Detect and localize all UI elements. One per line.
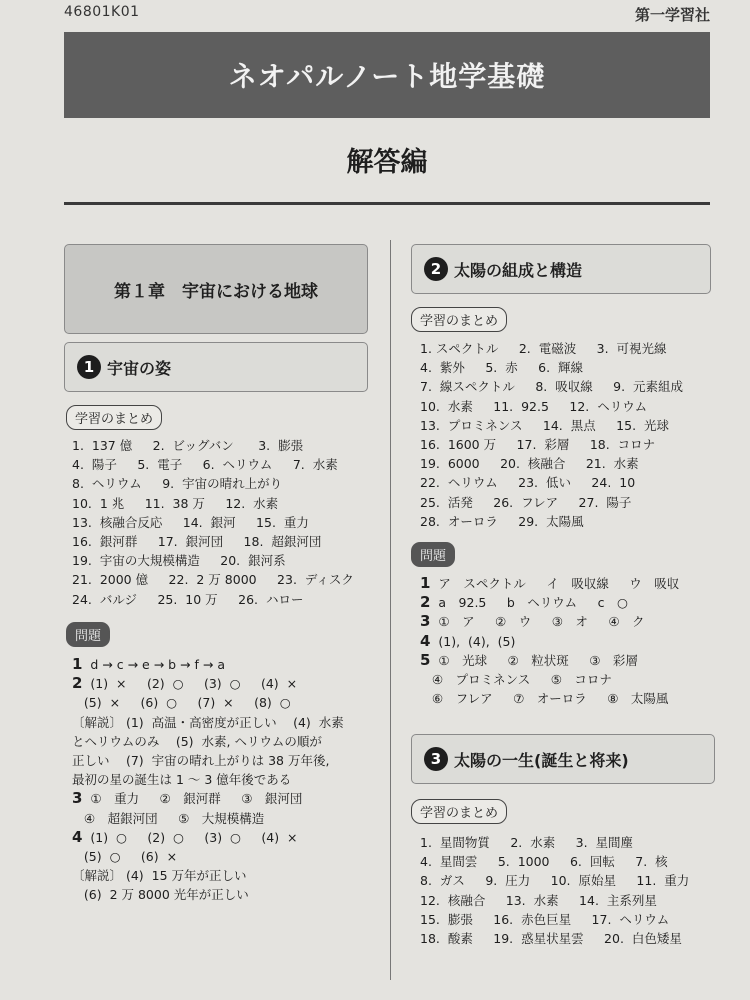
book-title-bar xyxy=(64,32,710,118)
answer-line: 12. 核融合 13. 水素 14. 主系列星 xyxy=(420,892,657,908)
problem-line xyxy=(420,612,679,631)
answer-line: 4. 星間雲 5. 1000 6. 回転 7. 核 xyxy=(420,854,668,870)
problem-answer-text: ④ 超銀河団 ⑤ 大規模構造 xyxy=(72,810,265,826)
section-number-1: 1 xyxy=(77,355,101,379)
answer-line: 10. 水素 11. 92.5 12. ヘリウム xyxy=(420,398,648,414)
problem-answers-2 xyxy=(420,574,679,708)
section-number-2: 2 xyxy=(424,257,448,281)
answer-line: 7. 線スペクトル 8. 吸収線 9. 元素組成 xyxy=(420,379,684,395)
problem-answer-text: (5) × (6) ○ (7) × (8) ○ xyxy=(72,695,291,711)
problem-answer-text: (6) 2 万 8000 光年が正しい xyxy=(72,887,249,903)
book-title: ネオパルノート地学基礎 xyxy=(228,60,546,93)
problem-answer-text: ① 重力 ② 銀河群 ③ 銀河団 xyxy=(82,791,303,807)
problem-answer-text: a 92.5 b ヘリウム c ○ xyxy=(430,595,628,611)
answer-line: 24. バルジ 25. 10 万 26. ハロー xyxy=(72,591,304,607)
problem-answer-text: (1) ○ (2) ○ (3) ○ (4) × xyxy=(82,829,298,845)
answer-line: 25. 活発 26. フレア 27. 陽子 xyxy=(420,494,632,510)
problem-line xyxy=(72,809,344,828)
title-rule xyxy=(64,202,710,205)
answer-line: 13. 核融合反応 14. 銀河 15. 重力 xyxy=(72,514,309,530)
problem-line xyxy=(420,632,679,651)
summary-badge-3: 学習のまとめ xyxy=(411,799,507,824)
problem-answer-text: ① ア ② ウ ③ オ ④ ク xyxy=(430,614,645,630)
chapter-title: 第１章 宇宙における地球 xyxy=(114,281,318,302)
section-heading-3 xyxy=(411,734,715,784)
problem-answer-text: d → c → e → b → f → a xyxy=(82,657,225,672)
section-heading-1 xyxy=(64,342,368,392)
answer-line: 4. 紫外 5. 赤 6. 輝線 xyxy=(420,360,584,376)
answer-line: 19. 6000 20. 核融合 21. 水素 xyxy=(420,456,639,472)
problem-line xyxy=(72,885,344,904)
problems-badge-2: 問題 xyxy=(411,542,455,567)
problem-line xyxy=(72,693,344,712)
answer-line: 28. オーロラ 29. 太陽風 xyxy=(420,513,584,529)
problem-number: 4 xyxy=(72,827,83,846)
problem-line xyxy=(420,689,679,708)
problem-answer-text: (1), (4), (5) xyxy=(430,633,516,649)
answer-line: 10. 1 兆 11. 38 万 12. 水素 xyxy=(72,495,279,511)
summary-answers-3 xyxy=(420,833,689,948)
problem-line xyxy=(72,655,344,674)
answer-line: 21. 2000 億 22. 2 万 8000 23. ディスク xyxy=(72,572,354,588)
problem-answers-1 xyxy=(72,655,344,904)
answer-line: 1. 137 億 2. ビッグバン 3. 膨張 xyxy=(72,438,304,453)
problem-answer-text: 最初の星の誕生は 1 ～ 3 億年後である xyxy=(72,772,292,788)
section-title-2: 太陽の組成と構造 xyxy=(454,260,583,280)
problem-number: 3 xyxy=(420,612,431,631)
problem-line xyxy=(72,674,344,693)
answer-line: 22. ヘリウム 23. 低い 24. 10 xyxy=(420,475,636,491)
column-divider xyxy=(390,240,391,980)
problem-line xyxy=(420,651,679,670)
problem-line xyxy=(72,713,344,732)
summary-badge-2: 学習のまとめ xyxy=(411,307,507,332)
problem-line xyxy=(72,751,344,770)
answer-line: 1. 星間物質 2. 水素 3. 星間塵 xyxy=(420,835,634,850)
answer-line: 16. 銀河群 17. 銀河団 18. 超銀河団 xyxy=(72,533,322,549)
problem-line xyxy=(72,789,344,808)
problem-answer-text: (1) × (2) ○ (3) ○ (4) × xyxy=(82,676,298,692)
problem-answer-text: ア スペクトル イ 吸収線 ウ 吸収 xyxy=(430,576,680,591)
problems-badge-1: 問題 xyxy=(66,622,110,647)
answer-line: 8. ガス 9. 圧力 10. 原始星 11. 重力 xyxy=(420,873,690,889)
problem-number: 5 xyxy=(420,650,431,669)
problem-answer-text: ① 光球 ② 粒状斑 ③ 彩層 xyxy=(430,652,638,668)
summary-answers-1 xyxy=(72,436,354,609)
problem-line xyxy=(72,770,344,789)
section-heading-2 xyxy=(411,244,711,294)
problem-answer-text: 〔解説〕 (4) 15 万年が正しい xyxy=(72,868,247,884)
answer-line: 13. プロミネンス 14. 黒点 15. 光球 xyxy=(420,417,669,433)
problem-line xyxy=(420,593,679,612)
summary-badge-1: 学習のまとめ xyxy=(66,405,162,430)
answer-section-title: 解答編 xyxy=(346,147,428,178)
problem-answer-text: 〔解説〕 (1) 高温・高密度が正しい (4) 水素 xyxy=(72,714,344,730)
problem-line xyxy=(72,828,344,847)
answer-line: 15. 膨張 16. 赤色巨星 17. ヘリウム xyxy=(420,911,670,927)
problem-number: 1 xyxy=(72,655,83,673)
section-title-3: 太陽の一生(誕生と将来) xyxy=(454,750,629,770)
answer-line: 19. 宇宙の大規模構造 20. 銀河系 xyxy=(72,553,286,569)
problem-answer-text: 正しい (7) 宇宙の晴れ上がりは 38 万年後, xyxy=(72,752,330,768)
problem-number: 3 xyxy=(72,789,83,808)
problem-number: 4 xyxy=(420,631,431,650)
section-number-3: 3 xyxy=(424,747,448,771)
problem-number: 2 xyxy=(420,593,431,612)
problem-answer-text: とヘリウムのみ (5) 水素, ヘリウムの順が xyxy=(72,733,322,749)
problem-line xyxy=(72,866,344,885)
answer-line: 1. スペクトル 2. 電磁波 3. 可視光線 xyxy=(420,341,667,356)
problem-line xyxy=(420,670,679,689)
answer-line: 16. 1600 万 17. 彩層 18. コロナ xyxy=(420,436,656,452)
answer-line: 4. 陽子 5. 電子 6. ヘリウム 7. 水素 xyxy=(72,457,338,473)
problem-answer-text: (5) ○ (6) × xyxy=(72,848,178,864)
problem-line xyxy=(72,732,344,751)
problem-line xyxy=(72,847,344,866)
publisher-name: 第一学習社 xyxy=(634,6,710,24)
problem-answer-text: ④ プロミネンス ⑤ コロナ xyxy=(420,671,612,687)
chapter-heading xyxy=(64,244,368,334)
problem-answer-text: ⑥ フレア ⑦ オーロラ ⑧ 太陽風 xyxy=(420,691,669,707)
summary-answers-2 xyxy=(420,339,683,531)
answer-line: 8. ヘリウム 9. 宇宙の晴れ上がり xyxy=(72,476,283,492)
problem-number: 2 xyxy=(72,674,83,693)
answer-line: 18. 酸素 19. 惑星状星雲 20. 白色矮星 xyxy=(420,930,682,946)
section-title-1: 宇宙の姿 xyxy=(107,358,172,378)
problem-number: 1 xyxy=(420,574,431,592)
product-code: 46801K01 xyxy=(64,4,140,20)
problem-line xyxy=(420,574,679,593)
